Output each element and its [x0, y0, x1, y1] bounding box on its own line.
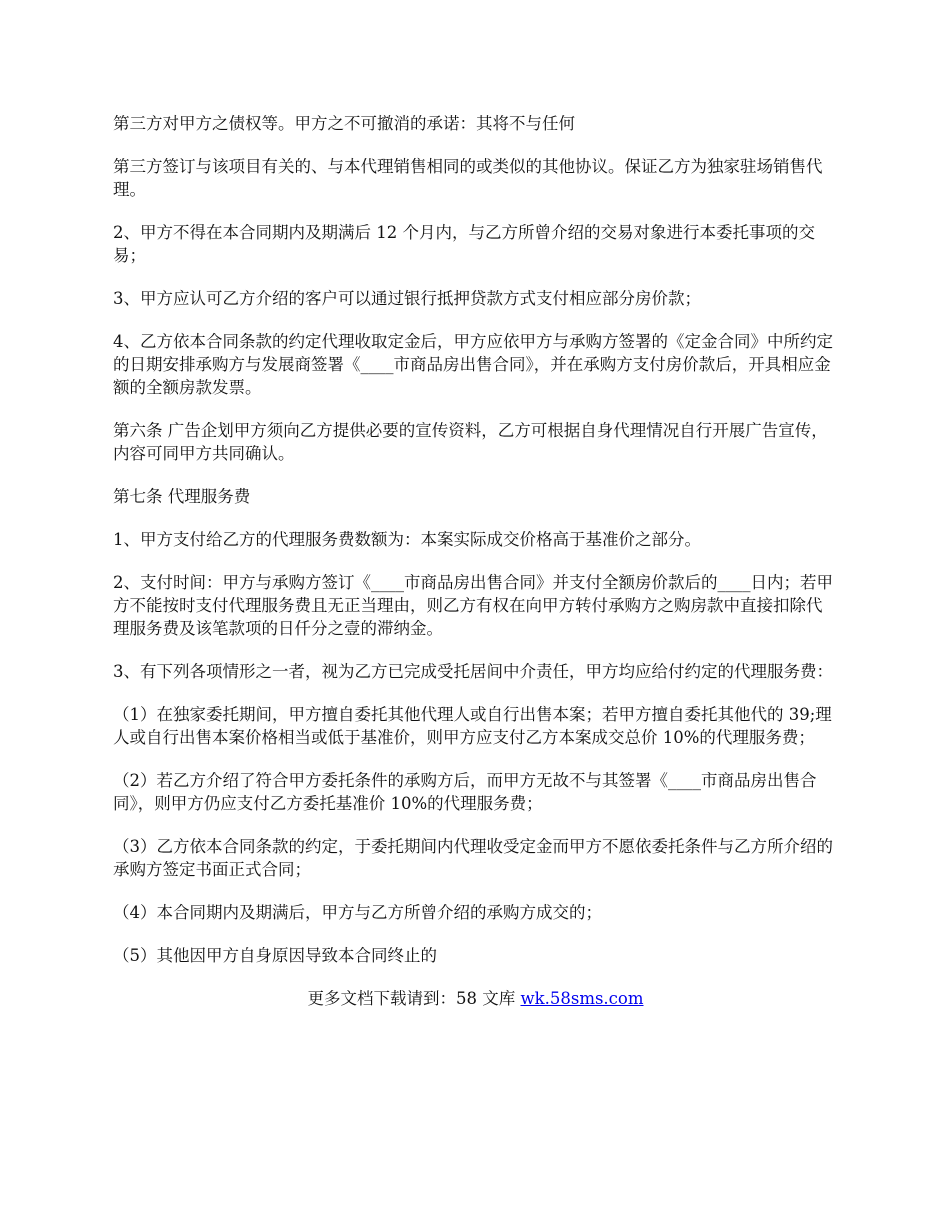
footer-text: 更多文档下载请到：58 文库 [307, 989, 521, 1008]
document-body [113, 112, 838, 987]
paragraph-15: （5）其他因甲方自身原因导致本合同终止的 [113, 946, 437, 965]
paragraph-4: 3、甲方应认可乙方介绍的客户可以通过银行抵押贷款方式支付相应部分房价款； [113, 289, 701, 308]
paragraph-12: （2）若乙方介绍了符合甲方委托条件的承购方后，而甲方无故不与其签署《____市商品房出售合同》，则甲方仍应支付乙方委托基准价 10%的代理服务费； [113, 771, 817, 813]
paragraph-1: 第三方对甲方之债权等。甲方之不可撤消的承诺：其将不与任何 [113, 114, 575, 133]
page-footer [113, 987, 838, 1010]
paragraph-10: 3、有下列各项情形之一者，视为乙方已完成受托居间中介责任，甲方均应给付约定的代理服务费： [113, 662, 833, 681]
paragraph-3: 2、甲方不得在本合同期内及期满后 12 个月内，与乙方所曾介绍的交易对象进行本委托事项的交易； [113, 223, 815, 265]
paragraph-11: （1）在独家委托期间，甲方擅自委托其他代理人或自行出售本案；若甲方擅自委托其他代的 39;理人或自行出售本案价格相当或低于基准价，则甲方应支付乙方本案成交总价 10%的代理服务费； [113, 705, 832, 747]
paragraph-6: 第六条 广告企划甲方须向乙方提供必要的宣传资料，乙方可根据自身代理情况自行开展广告宣传，内容可同甲方共同确认。 [113, 421, 828, 463]
section-heading-7: 第七条 代理服务费 [113, 487, 251, 506]
paragraph-8: 1、甲方支付给乙方的代理服务费数额为：本案实际成交价格高于基准价之部分。 [113, 530, 701, 549]
paragraph-2: 第三方签订与该项目有关的、与本代理销售相同的或类似的其他协议。保证乙方为独家驻场销售代理。 [113, 157, 823, 199]
paragraph-9: 2、支付时间：甲方与承购方签订《____市商品房出售合同》并支付全额房价款后的____日内；若甲方不能按时支付代理服务费且无正当理由，则乙方有权在向甲方转付承购方之购房款中直接扣除代理服务费及该笔款项的日仟分之壹的滞纳金。 [113, 573, 833, 638]
footer-link[interactable]: wk.58sms.com [520, 989, 644, 1008]
paragraph-13: （3）乙方依本合同条款的约定，于委托期间内代理收受定金而甲方不愿依委托条件与乙方所介绍的承购方签定书面正式合同； [113, 837, 833, 879]
paragraph-14: （4）本合同期内及期满后，甲方与乙方所曾介绍的承购方成交的； [113, 903, 602, 922]
paragraph-5: 4、乙方依本合同条款的约定代理收取定金后，甲方应依甲方与承购方签署的《定金合同》中所约定的日期安排承购方与发展商签署《____市商品房出售合同》，并在承购方支付房价款后，开具相应金额的全额房款发票。 [113, 332, 833, 397]
